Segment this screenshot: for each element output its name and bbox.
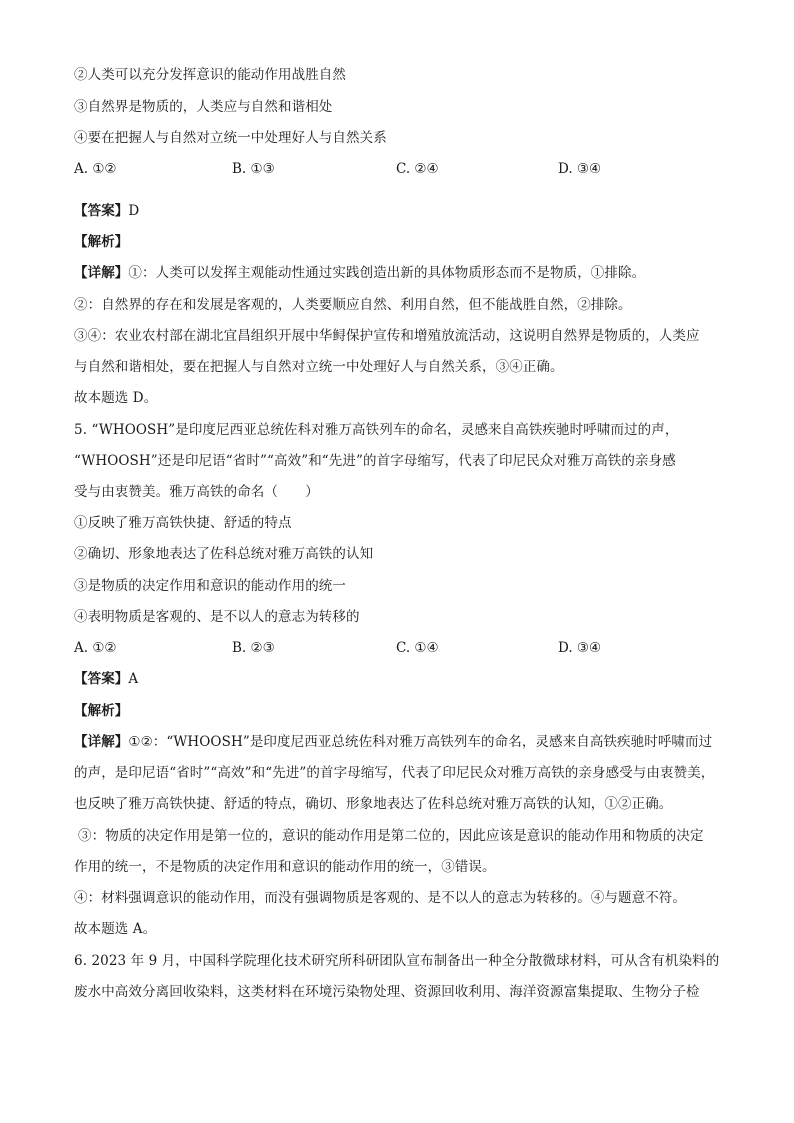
q5-detail-2b: 作用的统一，不是物质的决定作用和意识的能动作用的统一，③错误。	[74, 859, 496, 875]
q4-detail-3a: ③④：农业农村部在湖北宜昌组织开展中华鲟保护宣传和增殖放流活动，这说明自然界是物质的，人类应	[74, 328, 700, 344]
q5-detail-1c: 也反映了雅万高铁快捷、舒适的特点，确切、形象地表达了佐科总统对雅万高铁的认知，①②正确。	[74, 796, 673, 812]
q5-statement-1: ①反映了雅万高铁快捷、舒适的特点	[74, 515, 292, 531]
q5-analysis-label	[74, 702, 734, 720]
q5-option-a: A. ①②	[74, 640, 117, 656]
q5-detail-3: ④：材料强调意识的能动作用，而没有强调物质是客观的、是不以人的意志为转移的。④与题意不符。	[74, 890, 686, 906]
answer-value: D	[128, 203, 140, 219]
q5-answer	[74, 670, 734, 688]
q5-option-c: C. ①④	[396, 640, 439, 656]
q5-detail-1a	[74, 733, 734, 751]
q5-statement-4: ④表明物质是客观的、是不以人的意志为转移的	[74, 609, 360, 625]
q4-detail-3b: 与自然和谐相处，要在把握人与自然对立统一中处理好人与自然关系，③④正确。	[74, 359, 564, 375]
q4-option-a: A. ①②	[74, 161, 117, 177]
q5-option-d: D. ③④	[558, 640, 602, 656]
q5-statement-2: ②确切、形象地表达了佐科总统对雅万高铁的认知	[74, 546, 374, 562]
q6-stem-1: 6. 2023 年 9 月，中国科学院理化技术研究所科研团队宣布制备出一种全分散微球材料，可从含有机染料的	[74, 953, 720, 969]
q4-detail-2: ②：自然界的存在和发展是客观的，人类要顺应自然、利用自然，但不能战胜自然，②排除。	[74, 297, 632, 313]
q4-analysis-label	[74, 233, 734, 251]
q4-statement-3: ③自然界是物质的，人类应与自然和谐相处	[74, 99, 333, 115]
q4-option-d: D. ③④	[558, 161, 602, 177]
q5-stem-1: 5. “WHOOSH”是印度尼西亚总统佐科对雅万高铁列车的命名，灵感来自高铁疾驰时呼啸而过的声，	[74, 422, 679, 438]
q4-option-b: B. ①③	[232, 161, 275, 177]
q5-option-b: B. ②③	[232, 640, 275, 656]
analysis-label: 【解析】	[74, 234, 129, 250]
answer-value: A	[128, 671, 139, 687]
q4-options	[74, 160, 694, 178]
analysis-label: 【解析】	[74, 703, 129, 719]
q4-statement-4: ④要在把握人与自然对立统一中处理好人与自然关系	[74, 130, 387, 146]
q5-statement-3: ③是物质的决定作用和意识的能动作用的统一	[74, 578, 346, 594]
q4-option-c: C. ②④	[396, 161, 439, 177]
q4-detail-1	[74, 264, 734, 282]
detail-label: 【详解】	[74, 734, 129, 750]
q4-answer	[74, 202, 734, 220]
q4-statement-2: ②人类可以充分发挥意识的能动作用战胜自然	[74, 67, 346, 83]
q5-detail-2a: ③：物质的决定作用是第一位的，意识的能动作用是第二位的，因此应该是意识的能动作用和物质的决定	[78, 828, 704, 844]
detail-text: ①②：“WHOOSH”是印度尼西亚总统佐科对雅万高铁列车的命名，灵感来自高铁疾驰时呼啸而过	[128, 734, 713, 750]
q5-detail-1b: 的声，是印尼语“省时”“高效”和“先进”的首字母缩写，代表了印尼民众对雅万高铁的亲身感受与由衷赞美，	[74, 765, 715, 781]
detail-text: ①：人类可以发挥主观能动性通过实践创造出新的具体物质形态而不是物质，①排除。	[128, 265, 646, 281]
q5-stem-2: “WHOOSH”还是印尼语“省时”“高效”和“先进”的首字母缩写，代表了印尼民众对雅万高铁的亲身感	[74, 453, 676, 469]
answer-label: 【答案】	[74, 203, 129, 219]
q5-stem-3: 受与由衷赞美。雅万高铁的命名（ ）	[74, 484, 319, 500]
q6-stem-2: 废水中高效分离回收染料，这类材料在环境污染物处理、资源回收利用、海洋资源富集提取、生物分子检	[74, 984, 700, 1000]
q5-conclusion: 故本题选 A。	[74, 921, 157, 937]
q5-options	[74, 639, 694, 657]
q4-conclusion: 故本题选 D。	[74, 390, 158, 406]
detail-label: 【详解】	[74, 265, 129, 281]
answer-label: 【答案】	[74, 671, 129, 687]
